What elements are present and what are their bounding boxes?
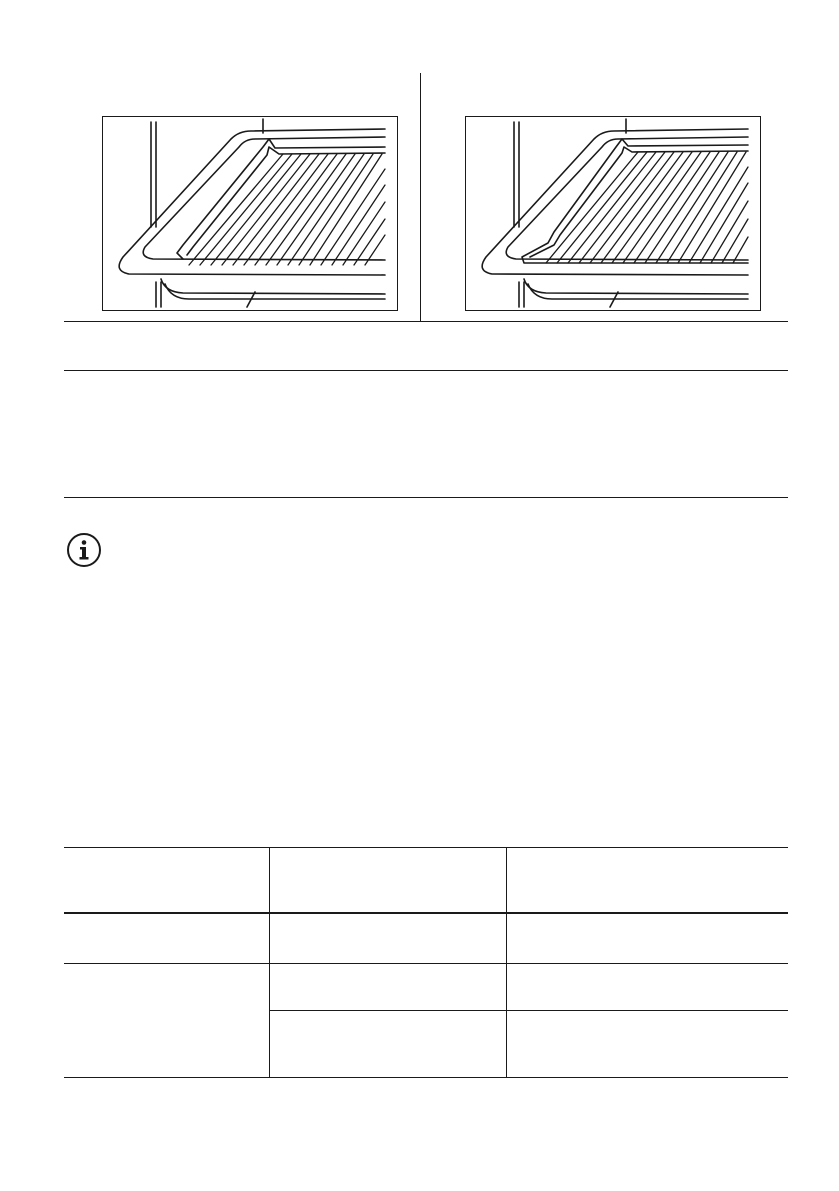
table-row [64,964,788,1011]
table-header-row [64,848,788,914]
table-cell [64,964,269,1078]
spec-table [64,847,788,1078]
table-header-cell [506,848,788,914]
table-cell [269,964,506,1011]
table-cell [269,1011,506,1078]
table-cell [506,1011,788,1078]
rule-section-bottom [64,497,788,498]
table-row [64,913,788,964]
table-cell [269,913,506,964]
table-cell [64,913,269,964]
table-header-cell [269,848,506,914]
illustration-wire-shelf-right [465,116,761,311]
wire-shelf-drawing-right [466,117,760,310]
info-icon [66,532,102,568]
table-cell [506,913,788,964]
rule-below-illustrations [64,321,788,322]
rule-section-top [64,370,788,371]
illustration-divider [420,73,421,322]
table-cell [506,964,788,1011]
illustration-wire-shelf-left [102,116,398,311]
table-header-cell [64,848,269,914]
wire-shelf-drawing-left [103,117,397,310]
